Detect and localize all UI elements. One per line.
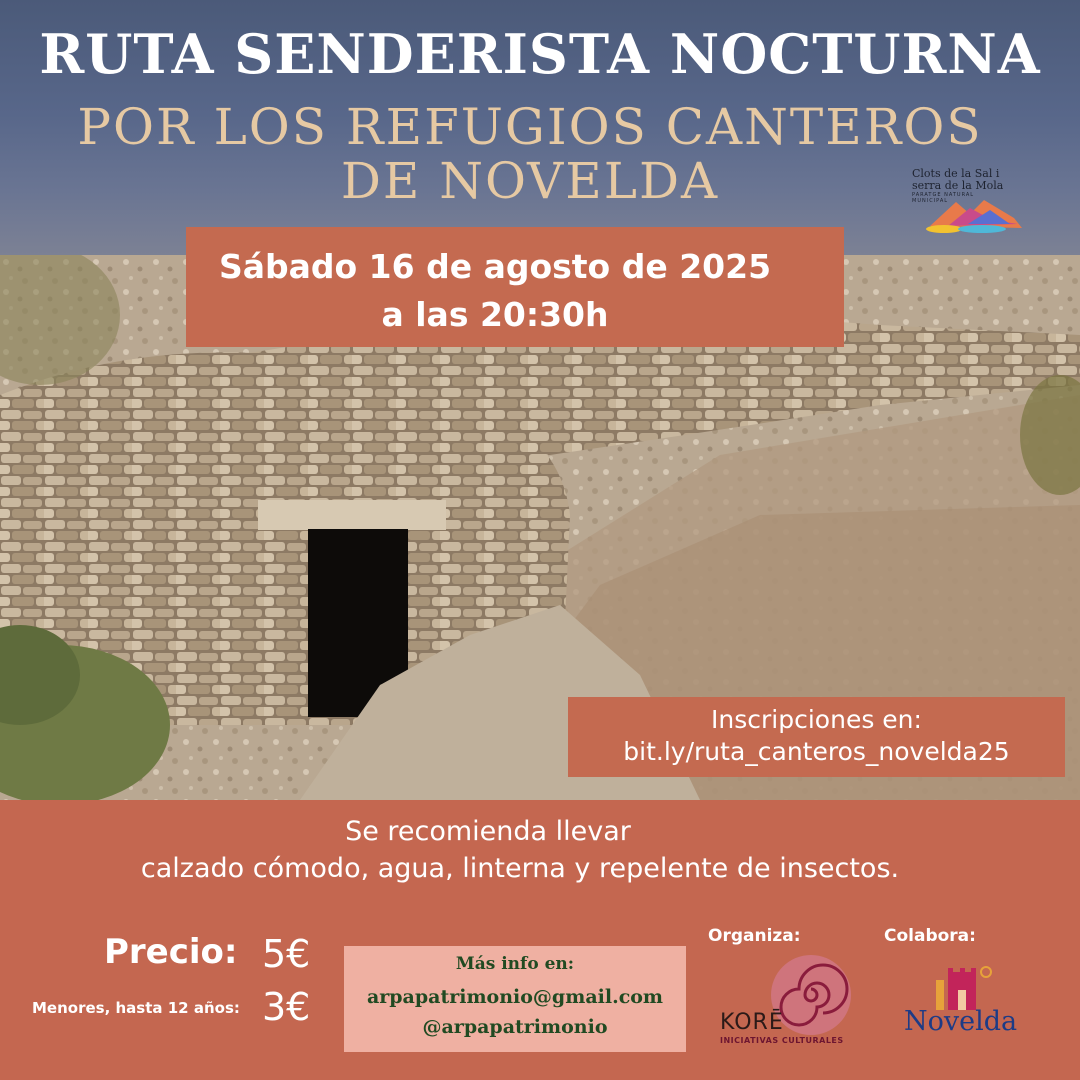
event-time: a las 20:30h (381, 295, 609, 334)
minors-price-label: Menores, hasta 12 años: (32, 999, 240, 1017)
info-email-link[interactable]: arpapatrimonio@gmail.com (366, 986, 664, 1008)
kore-logo (720, 950, 860, 1050)
minors-price-value: 3€ (262, 985, 311, 1029)
park-logo-text: Clots de la Sal i serra de la Mola (912, 167, 1004, 192)
info-heading: Más info en: (455, 954, 575, 974)
kore-name: KORĒ (720, 1010, 784, 1035)
info-box (344, 946, 686, 1052)
park-logo-small-text: PARATGE NATURAL MUNICIPAL (912, 192, 975, 204)
event-date: Sábado 16 de agosto de 2025 (218, 247, 772, 286)
organizer-label: Organiza: (708, 926, 801, 946)
recommendation-line1: Se recomienda llevar (345, 816, 631, 847)
price-label: Precio: (104, 932, 238, 972)
recommendation-line2: calzado cómodo, agua, linterna y repelente de insectos. (140, 853, 900, 884)
registration-link[interactable]: bit.ly/ruta_canteros_novelda25 (623, 737, 1010, 766)
event-subtitle-line1: POR LOS REFUGIOS CANTEROS (77, 98, 983, 156)
novelda-logo (900, 962, 1040, 1042)
registration-label: Inscripciones en: (711, 705, 922, 734)
event-subtitle-line2: DE NOVELDA (340, 152, 720, 210)
novelda-name: Novelda (904, 1006, 1018, 1037)
collaborator-label: Colabora: (884, 926, 976, 946)
info-social-handle[interactable]: @arpapatrimonio (422, 1016, 608, 1038)
price-value: 5€ (262, 932, 311, 976)
date-box (186, 227, 844, 347)
registration-box (568, 697, 1065, 777)
park-logo (910, 164, 1030, 242)
event-title: RUTA SENDERISTA NOCTURNA (39, 22, 1041, 86)
kore-subtitle: INICIATIVAS CULTURALES (720, 1036, 844, 1045)
castle-icon (930, 966, 1010, 1010)
